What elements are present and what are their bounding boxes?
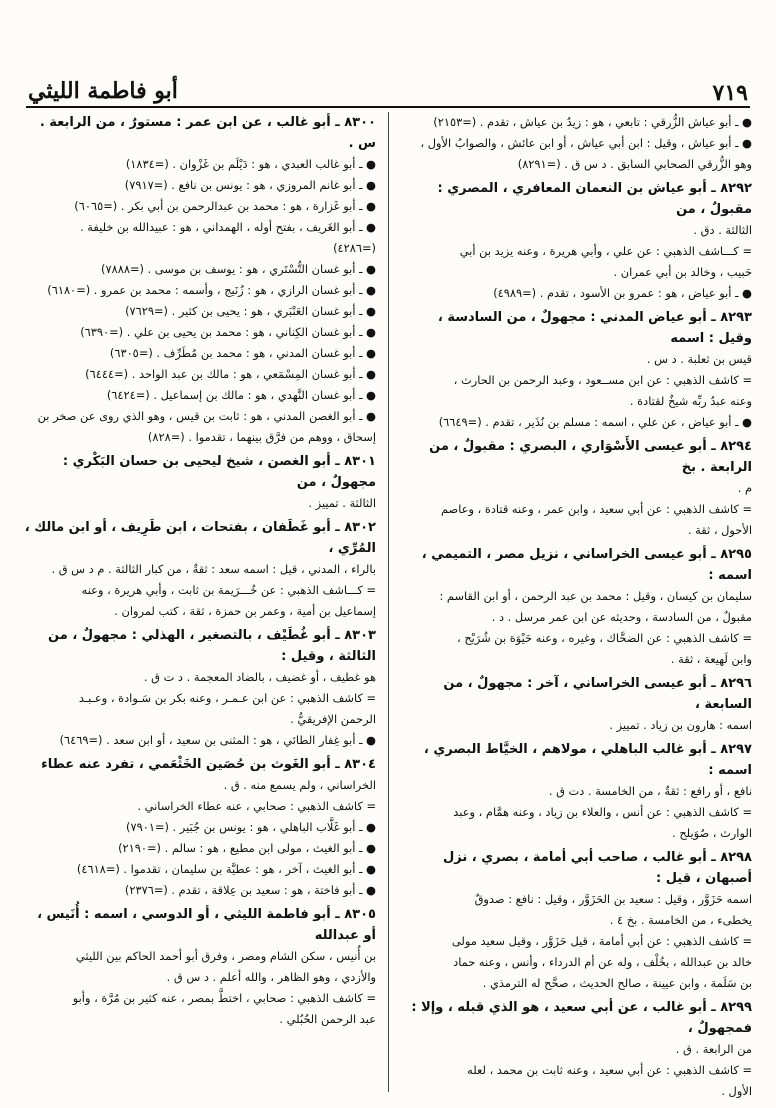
entry-line: ● ـ أبو غسان النَّهدي ، هو : مالك بن إسماعيل . (=٦٤٢٤) [106, 388, 376, 402]
entry-line: وهو الزُّرقي الصحابي السابق . د س ق . (=٨٢٩١) [517, 157, 752, 171]
entry-line: ● ـ أبو غسان المِسْمَعي ، هو : مالك بن عبد الواحد . (=٦٤٤٤) [85, 367, 376, 381]
entry-heading: ٨٢٩٢ ـ أبو عياش بن النعمان المعافري ، المصري : مقبولٌ ، من [437, 181, 752, 217]
entry-line: بالراء ، المدني ، قيل : اسمه سعد : ثقةٌ ، من كبار الثالثة . م د س ق . [51, 562, 376, 576]
entry-line: الأحول ، ثقة . [687, 523, 752, 537]
entry-line: ● ـ أبو غَزارة ، هو : محمد بن عبدالرحمن بن أبي بكر . (=٦٠٦٥) [74, 199, 376, 213]
entry-line: ● ـ أبو فاختة ، هو : سعيد بن عِلاقة ، تقدم . (=٢٣٧٦) [124, 883, 376, 897]
page-number: ٧١٩ [712, 80, 748, 106]
entry-line: ● ـ أبو الغصن المدني ، هو : ثابت بن قيس ، وهو الذي روى عن صخر بن [37, 409, 376, 423]
entry-heading: ٨٣٠٥ ـ أبو فاطمة الليثي ، أو الدوسي ، اسمه : أُنَيس ، أو عبدالله [37, 907, 376, 943]
entry-line: = كاشف الذهبي : عن أبي سعيد ، وابن عمر ، وعنه قتادة ، وعاصم [440, 502, 752, 516]
entry-line: بن سَلَمة ، وابن عيينة ، صالح الحديث ، صحَّح له الترمذي . [482, 976, 752, 990]
biography-entry [400, 178, 752, 304]
entry-line: ● ـ أبو غسان الكِناني ، هو : محمد بن يحيى بن علي . (=٦٣٩٠) [80, 325, 376, 339]
entry-heading: ٨٣٠٢ ـ أبو غَطَفان ، بفتحات ، ابن طَرِيف ، أو ابن مالك ، المُرِّي ، [24, 520, 376, 556]
entry-heading: ٨٣٠٤ ـ أبو الغَوث بن حُصَين الخَثْعَمي ، تفرد عنه عطاء [41, 757, 376, 772]
biography-entry [400, 307, 752, 433]
entry-heading: ٨٢٩٩ ـ أبو غالب ، عن أبي سعيد ، هو الذي قبله ، وإلا : فمجهولٌ ، [411, 1000, 752, 1036]
entry-line: الأول . [721, 1084, 752, 1098]
entry-line: بن أُنيس ، سكن الشام ومصر ، وفرق أبو أحمد الحاكم بين الليثي [75, 949, 376, 963]
entry-line: نافع ، أو رافع : ثقةٌ ، من الخامسة . دت ق . [548, 784, 752, 798]
entry-line: عبد الرحمن الحُبُلي . [279, 1012, 376, 1026]
entry-line: يخطىء ، من الخامسة . بخ ٤ . [609, 913, 752, 927]
entry-line: = كـــاشف الذهبي : عن علي ، وأبي هريرة ، وعنه يزيد بن أبي [459, 244, 752, 258]
entry-line: إسماعيل بن أمية ، وعمر بن حمزة ، ثقة ، كتب لمروان . [114, 604, 376, 618]
entry-line: ● ـ أبو الغيث ، آخر ، هو : عطيَّة بن سليمان ، تقدموا . (=٤٦١٨) [76, 862, 376, 876]
entry-line: الرحمن الإفريقيُّ . [290, 712, 376, 726]
biography-entry [24, 517, 376, 622]
entry-line: ● ـ أبو عياش الزُّرقي : تابعي ، هو : زيدُ بن عياش ، تقدم . (=٢١٥٣) [433, 115, 752, 129]
biography-entry [400, 997, 752, 1102]
entry-line: إسحاق ، ووهم من فرَّق بينهما ، تقدموا . (=٨٢٨) [147, 430, 376, 444]
entry-heading: ٨٣٠٠ ـ أبو غالب ، عن ابن عمر : مستورٌ ، من الرابعة . س . [39, 115, 376, 151]
biography-entry [24, 112, 376, 448]
entry-line: = كاشف الذهبي : عن ابن عـمـر ، وعنه بكر بن سَـوادة ، وعـبـد [78, 691, 376, 705]
right-column [400, 112, 752, 1102]
entry-line: والأزدي ، وهو الظاهر ، والله أعلم . د س ق . [166, 970, 376, 984]
entry-line: = كاشف الذهبي : عن أبي سعيد ، وعنه ثابت بن محمد ، لعله [467, 1063, 752, 1077]
entry-line: = كاشف الذهبي : صحابي ، عنه عطاء الخراساني . [137, 799, 376, 813]
entry-line: ● ـ أبو غَلَّاب الباهلي ، هو : يونس بن جُبَير . (=٧٩٠١) [126, 820, 376, 834]
entry-heading: ٨٣٠٣ ـ أبو غُطَيْف ، بالتصغير ، الهذلي : مجهولٌ ، من الثالثة ، وقيل : [48, 628, 376, 664]
entry-line: اسمه : هارون بن زياد . تمييز . [609, 718, 752, 732]
biography-entry [400, 673, 752, 736]
entry-line: = كاشف الذهبي : صحابي ، اختطَّ بمصر ، عنه كثير بن مُرَّة ، وأبو [72, 991, 376, 1005]
entry-line: هو غطيف ، أو غضيف ، بالضاد المعجمة . د ت ق . [143, 670, 376, 684]
entry-heading: ٨٢٩٨ ـ أبو غالب ، صاحب أبي أمامة ، بصري ، نزل أصبهان ، قيل : [442, 850, 752, 886]
entry-line: الثالثة . تمييز . [308, 496, 376, 510]
entry-line: ● ـ أبو عياض ، هو : عمرو بن الأسود ، تقدم . (=٤٩٨٩) [493, 286, 752, 300]
entry-heading: ٨٢٩٦ ـ أبو عيسى الخراساني ، آخر : مجهولٌ ، من السابعة ، [443, 676, 752, 712]
entry-heading: ٨٢٩٣ ـ أبو عياض المدني : مجهولٌ ، من السادسة ، وقيل : اسمه [437, 310, 752, 346]
entry-line: سليمان بن كيسان ، وقيل : محمد بن عبد الرحمن ، أو ابن القاسم : [439, 589, 752, 603]
entry-line: ● ـ أبو الغيث ، مولى ابن مطيع ، هو : سالم . (=٢١٩٠) [118, 841, 376, 855]
entry-line: (=٤٢٨٦) [333, 241, 376, 255]
running-title: أبو فاطمة الليثي [28, 78, 178, 104]
biography-entry [400, 112, 752, 175]
column-divider [388, 112, 389, 1092]
entry-line: م . [737, 481, 752, 495]
entry-line: = كـــاشف الذهبي : عن خُـــرَيمة بن ثابت ، وأبي هريرة ، وعنه [81, 583, 376, 597]
left-column [24, 112, 376, 1102]
entry-line: = كاشف الذهبي : عن أنس ، والعلاء بن زياد ، وعنه همَّام ، وعبد [453, 805, 752, 819]
entry-line: اسمه حَزَوَّر ، وقيل : سعيد بن الحَزَوَّر ، وقيل : نافع : صدوقٌ [474, 892, 752, 906]
entry-line: ● ـ أبو عياض ، عن علي ، اسمه : مسلم بن نُذَير ، تقدم . (=٦٦٤٩) [438, 415, 752, 429]
entry-line: = كاشف الذهبي : عن أبي أمامة ، قيل حَزَوَّر ، وقيل سعيد مولى [451, 934, 752, 948]
entry-line: ● ـ أبو الغَريف ، بفتح أوله ، الهمداني ، هو : عبيدالله بن خليفة . [80, 220, 376, 234]
page-header [26, 70, 750, 108]
entry-heading: ٨٢٩٥ ـ أبو عيسى الخراساني ، نزيل مصر ، التميمي ، اسمه : [421, 547, 752, 583]
entry-line: وعنه عبدُ ربِّه شيخٌ لقتادة . [629, 394, 752, 408]
biography-entry [24, 451, 376, 514]
entry-line: ● ـ أبو عياش ، وقيل : ابن أبي عياش ، أو ابن عائش ، والصوابُ الأول ، [420, 136, 752, 150]
entry-line: ● ـ أبو غانم المروزي ، هو : يونس بن نافع . (=٧٩١٧) [124, 178, 376, 192]
entry-line: خالد بن عبدالله ، بخُلْف ، وله عن أم الدرداء ، وأنس ، وعنه حماد [453, 955, 752, 969]
entry-line: الخراساني ، ولم يسمع منه . ق . [223, 778, 376, 792]
entry-line: ● ـ أبو غِفار الطائي ، هو : المثنى بن سعيد ، أو ابن سعد . (=٦٤٦٩) [59, 733, 376, 747]
entry-heading: ٨٢٩٤ ـ أبو عيسى الأَسْوَاري ، البصري : مقبولٌ ، من الرابعة . بخ [429, 439, 752, 475]
biography-entry [24, 754, 376, 901]
entry-line: من الرابعة . ق . [675, 1042, 752, 1056]
entry-line: حَبيب ، وخالد بن أبي عمران . [613, 265, 752, 279]
biography-entry [24, 625, 376, 751]
entry-line: قيس بن ثعلبة . د س . [646, 352, 752, 366]
entry-heading: ٨٣٠١ ـ أبو الغصن ، شيخ ليحيى بن حسان البَكْري : مجهولٌ ، من [62, 454, 376, 490]
biography-entry [400, 847, 752, 994]
entry-line: وابن لَهيعة ، ثقة . [670, 652, 752, 666]
entry-line: ● ـ أبو غسان التُّسْتَري ، هو : يوسف بن موسى . (=٧٨٨٨) [101, 262, 376, 276]
entry-line: الوارث ، صُوَيلح . [672, 826, 752, 840]
entry-line: = كاشف الذهبي : عن ابن مســعود ، وعبد الرحمن بن الحارث ، [453, 373, 752, 387]
entry-line: الثالثة . دق . [693, 223, 752, 237]
biography-entry [24, 904, 376, 1030]
entry-line: ● ـ أبو غسان العَنْبَري ، هو : يحيى بن كثير . (=٧٦٢٩) [125, 304, 376, 318]
biography-entry [400, 544, 752, 670]
biography-entry [400, 436, 752, 541]
biography-entry [400, 739, 752, 844]
entry-line: ● ـ أبو غسان الرازي ، هو : زُنَيج ، وأسمه : محمد بن عمرو . (=٦١٨٠) [47, 283, 376, 297]
entry-line: ● ـ أبو غالب العبدي ، هو : دَيْلَم بن غَزْوان . (=١٨٣٤) [125, 157, 376, 171]
entry-line: = كاشف الذهبي : عن الضحَّاك ، وغيره ، وعنه حَيْوَة بن شُرَيْح ، [457, 631, 752, 645]
entry-line: ● ـ أبو غسان المدني ، هو : محمد بن مُطَرِّف . (=٦٣٠٥) [109, 346, 376, 360]
entry-heading: ٨٢٩٧ ـ أبو غالب الباهلي ، مولاهم ، الخيَّاط البصري ، اسمه : [423, 742, 752, 778]
entry-line: مقبولٌ ، من السادسة ، وحديثه عن ابن عمر مرسل . د . [491, 610, 752, 624]
